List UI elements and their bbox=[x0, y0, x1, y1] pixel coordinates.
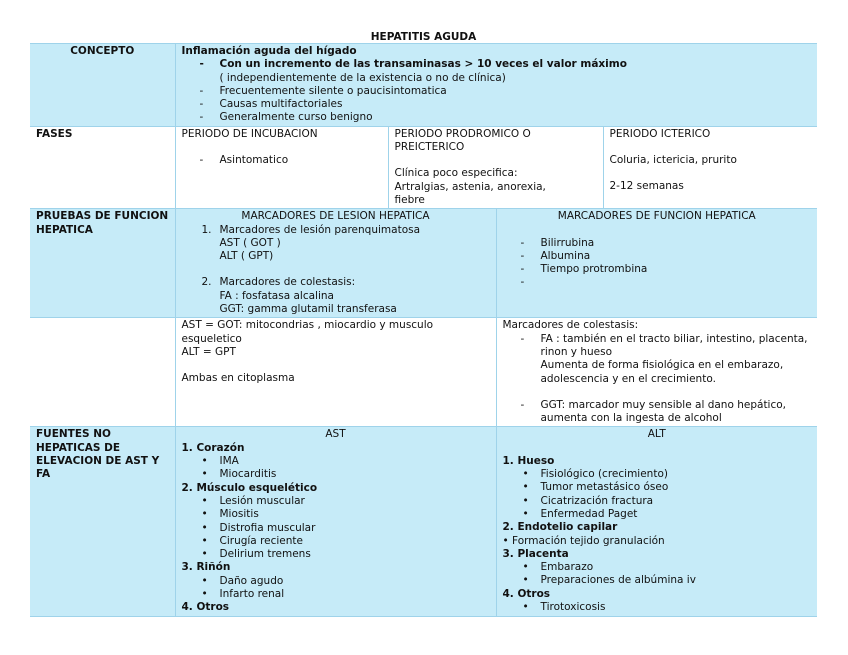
list-item: • IMA bbox=[182, 455, 490, 468]
group-heading: 1. Corazón bbox=[181, 441, 245, 454]
pruebas-label: PRUEBAS DE FUNCION HEPATICA bbox=[30, 209, 175, 318]
row-fuentes bbox=[30, 427, 817, 616]
list-item: • Lesión muscular bbox=[182, 495, 490, 508]
list-item bbox=[503, 276, 812, 289]
row-notes bbox=[30, 318, 817, 427]
notes-right bbox=[496, 318, 817, 427]
fase-prodromico bbox=[388, 126, 603, 208]
list-item: • Tirotoxicosis bbox=[503, 601, 812, 614]
group-heading: 1. Hueso bbox=[502, 454, 555, 467]
notes-left-line1: AST = GOT: mitocondrias , miocardio y musculo esqueletico bbox=[181, 319, 434, 345]
list-item: • Enfermedad Paget bbox=[503, 508, 812, 521]
list-item: 1. Marcadores de lesión parenquimatosa AST ( GOT ) ALT ( GPT) bbox=[201, 223, 421, 263]
notes-left-line3: Ambas en citoplasma bbox=[181, 372, 295, 385]
list-item: • Preparaciones de albúmina iv bbox=[503, 574, 812, 587]
group-heading: 3. Placenta bbox=[502, 547, 569, 560]
concepto-main-note: ( independientemente de la existencia o no de clínica) bbox=[219, 71, 506, 84]
marcadores-funcion-title: MARCADORES DE FUNCION HEPATICA bbox=[557, 210, 756, 223]
fase-icterico bbox=[603, 126, 817, 208]
fase-prodromico-title: PERIODO PRODROMICO O PREICTERICO bbox=[394, 127, 531, 154]
notes-right-heading: Marcadores de colestasis: bbox=[502, 319, 639, 332]
list-item: - Generalmente curso benigno bbox=[182, 111, 812, 124]
list-item: • Miocarditis bbox=[182, 468, 490, 481]
fuentes-alt-title: ALT bbox=[647, 428, 666, 441]
list-item: - GGT: marcador muy sensible al dano hepático, aumenta con la ingesta de alcohol bbox=[503, 399, 812, 426]
row-fases bbox=[30, 126, 817, 208]
list-item: - Bilirrubina bbox=[503, 237, 812, 250]
list-item: • Daño agudo bbox=[182, 575, 490, 588]
list-item: - Albumina bbox=[503, 250, 812, 263]
concepto-heading: Inflamación aguda del hígado bbox=[181, 45, 357, 57]
list-item: 2. Marcadores de colestasis: FA : fosfatasa alcalina GGT: gamma glutamil transferasa bbox=[201, 276, 397, 316]
row-concepto bbox=[30, 44, 817, 127]
concepto-main-list bbox=[182, 58, 812, 85]
group-heading: 4. Otros bbox=[181, 601, 230, 614]
notes-label-empty bbox=[30, 318, 175, 427]
fuentes-alt bbox=[496, 427, 817, 616]
fase-prodromico-line1: Clínica poco especifica: bbox=[394, 167, 518, 180]
list-item: • Tumor metastásico óseo bbox=[503, 481, 812, 494]
group-heading: 2. Endotelio capilar bbox=[502, 521, 618, 534]
endotelio-note: • Formación tejido granulación bbox=[502, 534, 665, 547]
list-item: • Delirium tremens bbox=[182, 548, 490, 561]
marcadores-lesion-title: MARCADORES DE LESION HEPATICA bbox=[241, 210, 430, 223]
list-item: - Frecuentemente silente o paucisintomatica bbox=[182, 85, 812, 98]
concepto-label: CONCEPTO bbox=[30, 44, 175, 127]
concepto-main-bullet: - Con un incremento de las transaminasas > 10 veces el valor máximo ( independientemente de la existencia o no de clínica) bbox=[182, 58, 812, 85]
fuentes-label: FUENTES NO HEPATICAS DE ELEVACION DE AST Y FA bbox=[30, 427, 175, 616]
fase-prodromico-line2: Artralgias, astenia, anorexia, fiebre bbox=[394, 180, 546, 206]
notes-left bbox=[175, 318, 496, 427]
list-item: - Causas multifactoriales bbox=[182, 98, 812, 111]
concepto-list bbox=[182, 85, 812, 125]
notes-left-line2: ALT = GPT bbox=[181, 345, 236, 358]
list-item: • Embarazo bbox=[503, 561, 812, 574]
list-item: • Fisiológico (crecimiento) bbox=[503, 468, 812, 481]
document-title: HEPATITIS AGUDA bbox=[370, 31, 477, 43]
list-item: • Cicatrización fractura bbox=[503, 495, 812, 508]
hepatitis-table bbox=[30, 43, 817, 617]
list-item: • Miositis bbox=[182, 508, 490, 521]
list-item: • Distrofia muscular bbox=[182, 522, 490, 535]
fase-incubacion-title: PERIODO DE INCUBACION bbox=[181, 127, 318, 140]
fase-incubacion bbox=[175, 126, 388, 208]
list-item: • Infarto renal bbox=[182, 588, 490, 601]
list-item: • Cirugía reciente bbox=[182, 535, 490, 548]
fases-label: FASES bbox=[30, 126, 175, 208]
fuentes-ast-title: AST bbox=[325, 428, 346, 441]
row-pruebas bbox=[30, 209, 817, 318]
list-item: - Asintomatico bbox=[182, 154, 382, 167]
list-item: - Tiempo protrombina bbox=[503, 263, 812, 276]
group-heading: 4. Otros bbox=[502, 587, 551, 600]
fase-icterico-line2: 2-12 semanas bbox=[609, 180, 684, 193]
marcadores-funcion bbox=[496, 209, 817, 318]
group-heading: 2. Músculo esquelético bbox=[181, 481, 318, 494]
fase-icterico-line1: Coluria, ictericia, prurito bbox=[609, 154, 737, 167]
list-item: - FA : también en el tracto biliar, intestino, placenta, rinon y hueso Aumenta de forma fisiológica en el embarazo, adolescencia y en el crecimiento. bbox=[503, 333, 812, 386]
concepto-content bbox=[175, 44, 817, 127]
fuentes-ast bbox=[175, 427, 496, 616]
marcadores-lesion bbox=[175, 209, 496, 318]
group-heading: 3. Riñón bbox=[181, 561, 231, 574]
fase-icterico-title: PERIODO ICTERICO bbox=[609, 127, 711, 140]
